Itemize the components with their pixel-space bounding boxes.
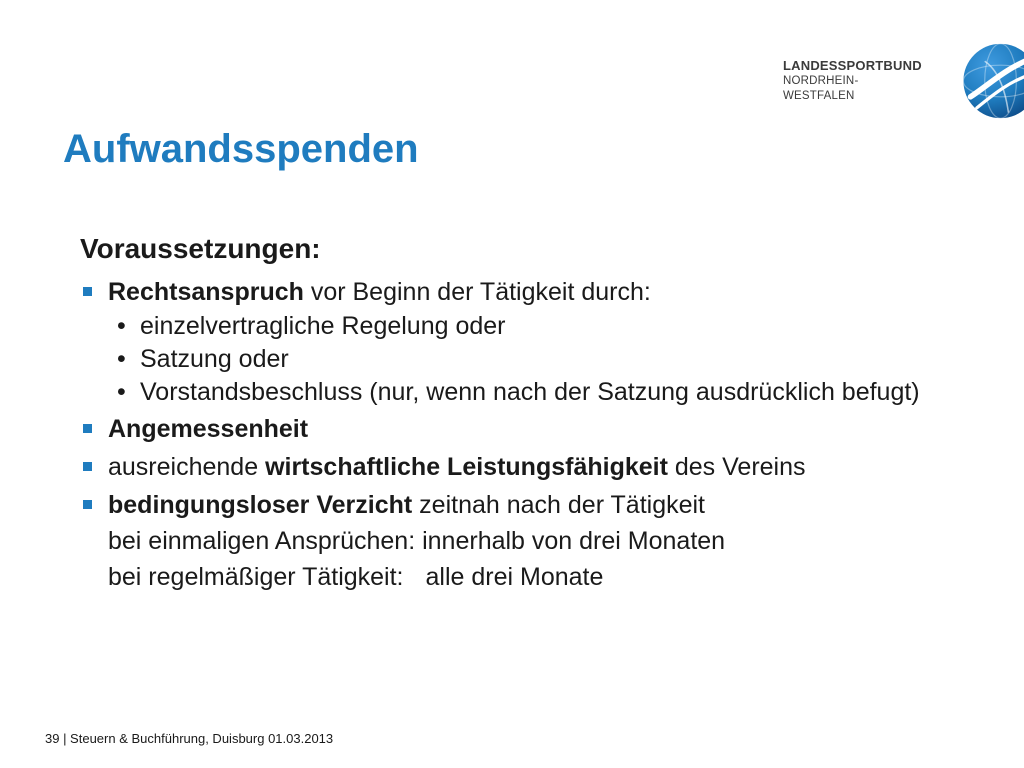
logo-globe-icon xyxy=(961,40,1024,122)
bullet-verzicht xyxy=(80,487,960,523)
bullet-text: ausreichende xyxy=(108,453,266,481)
line-regelmaessige-taetigkeit xyxy=(80,559,960,595)
bullet-bold-text: bedingungsloser Verzicht xyxy=(108,491,413,519)
line-value: alle drei Monate xyxy=(425,563,604,591)
bullet-rechtsanspruch xyxy=(80,274,960,310)
bullet-text: des Vereins xyxy=(667,453,806,481)
footer-text: 39 | Steuern & Buchführung, Duisburg 01.03.2013 xyxy=(45,731,334,746)
sub-bullet-text: einzelvertragliche Regelung oder xyxy=(140,312,506,340)
slide-body xyxy=(80,226,960,595)
bullet-bold-text: Rechtsanspruch xyxy=(108,278,304,306)
square-bullet-icon xyxy=(83,287,92,296)
sub-bullet-text: Satzung oder xyxy=(140,345,289,373)
sub-bullet-vorstandsbeschluss xyxy=(80,376,960,409)
line-label: bei regelmäßiger Tätigkeit: xyxy=(108,563,404,591)
round-bullet-icon: • xyxy=(117,312,126,340)
square-bullet-icon xyxy=(83,462,92,471)
round-bullet-icon: • xyxy=(117,345,126,373)
logo-line2: NORDRHEIN-WESTFALEN xyxy=(783,75,859,102)
bullet-angemessenheit xyxy=(80,411,960,447)
bullet-leistungsfaehigkeit xyxy=(80,449,960,485)
bullet-bold-text: wirtschaftliche Leistungsfähigkeit xyxy=(265,453,668,481)
sub-bullet-regelung xyxy=(80,310,960,343)
slide-title: Aufwandsspenden xyxy=(63,127,419,171)
sub-bullet-text: Vorstandsbeschluss (nur, wenn nach der Satzung ausdrücklich befugt) xyxy=(140,378,920,406)
subheading: Voraussetzungen: xyxy=(80,233,321,264)
logo-line1: LANDESSPORTBUND xyxy=(783,58,922,73)
bullet-text: vor Beginn der Tätigkeit durch: xyxy=(303,278,651,306)
sub-bullet-satzung xyxy=(80,343,960,376)
round-bullet-icon: • xyxy=(117,378,126,406)
logo-text xyxy=(783,58,925,104)
bullet-bold-text: Angemessenheit xyxy=(108,415,309,443)
square-bullet-icon xyxy=(83,424,92,433)
logo xyxy=(783,40,1024,122)
bullet-text: zeitnah nach der Tätigkeit xyxy=(412,491,706,519)
square-bullet-icon xyxy=(83,500,92,509)
line-einmalige-ansprueche: bei einmaligen Ansprüchen: innerhalb von drei Monaten xyxy=(108,527,726,555)
